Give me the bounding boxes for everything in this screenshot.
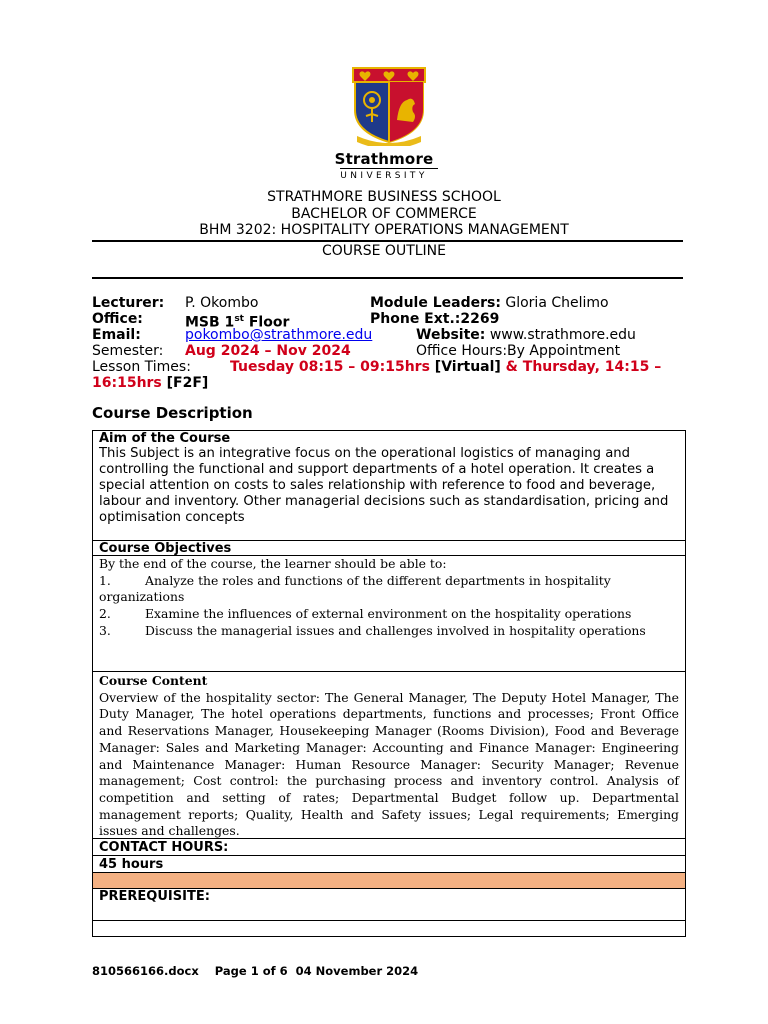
document-title: COURSE OUTLINE — [321, 243, 447, 259]
semester-value: Aug 2024 – Nov 2024 — [185, 343, 351, 359]
lesson-times-line1: Tuesday 08:15 – 09:15hrs [Virtual] & Thursday, 14:15 – — [230, 359, 662, 375]
brand-subtitle: UNIVERSITY — [340, 171, 428, 181]
office-hours: Office Hours:By Appointment — [416, 343, 621, 359]
objective-item: 3. Discuss the managerial issues and challenges involved in hospitality operations — [99, 622, 646, 638]
university-crest-logo — [351, 66, 427, 146]
semester-label: Semester: — [92, 343, 164, 359]
prerequisite-row — [92, 888, 686, 921]
aim-text: This Subject is an integrative focus on the operational logistics of managing and controlling the functional and support departments of a hotel operation. It creates a special attention on costs to sales relationship with reference to food and beverage, labour and inventory. Other managerial decisions such as standardisation, pricing and optimisation concepts — [99, 446, 669, 525]
email-label: Email: — [92, 327, 141, 343]
lesson-times-line2: 16:15hrs [F2F] — [92, 375, 209, 391]
course-description-title: Course Description — [92, 404, 253, 422]
prerequisite-label: PREREQUISITE: — [99, 889, 210, 904]
lecturer-value: P. Okombo — [185, 295, 259, 311]
footer-filename: 810566166.docx — [92, 964, 199, 978]
objective-item-continued: organizations — [99, 589, 185, 605]
objectives-title: Course Objectives — [99, 541, 232, 556]
footer-page: Page 1 of 6 — [214, 964, 288, 978]
contact-hours-value-row — [92, 855, 686, 873]
aim-title: Aim of the Course — [99, 431, 231, 446]
email-link[interactable]: pokombo@strathmore.edu — [185, 327, 373, 343]
objectives-body — [92, 555, 686, 672]
course-name: BHM 3202: HOSPITALITY OPERATIONS MANAGEMENT — [199, 222, 569, 238]
objectives-header-row — [92, 540, 686, 556]
highlight-row — [92, 872, 686, 889]
degree-name: BACHELOR OF COMMERCE — [291, 206, 477, 222]
objectives-intro: By the end of the course, the learner should be able to: — [99, 556, 447, 571]
page-footer — [92, 964, 418, 978]
course-content-box — [92, 671, 686, 839]
contact-hours-label: CONTACT HOURS: — [99, 840, 229, 855]
phone-extension: Phone Ext.:2269 — [370, 311, 500, 327]
office-label: Office: — [92, 311, 143, 327]
office-value: MSB 1st Floor — [185, 314, 290, 331]
brand-divider — [340, 168, 438, 169]
module-leaders: Module Leaders: Gloria Chelimo — [370, 295, 609, 311]
aim-box — [92, 430, 686, 541]
lesson-times-label: Lesson Times: — [92, 359, 191, 375]
lecturer-label: Lecturer: — [92, 295, 165, 311]
contact-hours-value: 45 hours — [99, 857, 164, 872]
contact-hours-row — [92, 838, 686, 856]
objective-item: 1. Analyze the roles and functions of the different departments in hospitality — [99, 572, 611, 588]
objective-item: 2. Examine the influences of external environment on the hospitality operations — [99, 606, 632, 622]
school-name: STRATHMORE BUSINESS SCHOOL — [267, 189, 501, 205]
footer-date: 04 November 2024 — [295, 964, 419, 978]
brand-name: Strathmore — [334, 150, 434, 168]
empty-row — [92, 920, 686, 937]
course-content-title: Course Content — [99, 673, 208, 688]
course-content-text: Overview of the hospitality sector: The General Manager, The Deputy Hotel Manager, The Duty Manager, The hotel operations departments, functions and processes; Front Office and Reservations Manager, Housekeeping Manager (Rooms Division), Food and Beverage Manager: Sales and Marketing Manager: Accounting and Finance Manager: Engineering and Maintenance Manager: Human Resource Manager: Security Manager; Revenue management; Cost control: the purchasing process and inventory control. Analysis of competition and setting of rates; Departmental Budget follow up. Departmental management reports; Quality, Health and Safety issues; Legal requirements; Emerging issues and challenges. — [99, 689, 679, 839]
header-rule-bottom — [92, 277, 683, 279]
header-rule-top — [92, 240, 683, 242]
website: Website: www.strathmore.edu — [416, 327, 636, 343]
